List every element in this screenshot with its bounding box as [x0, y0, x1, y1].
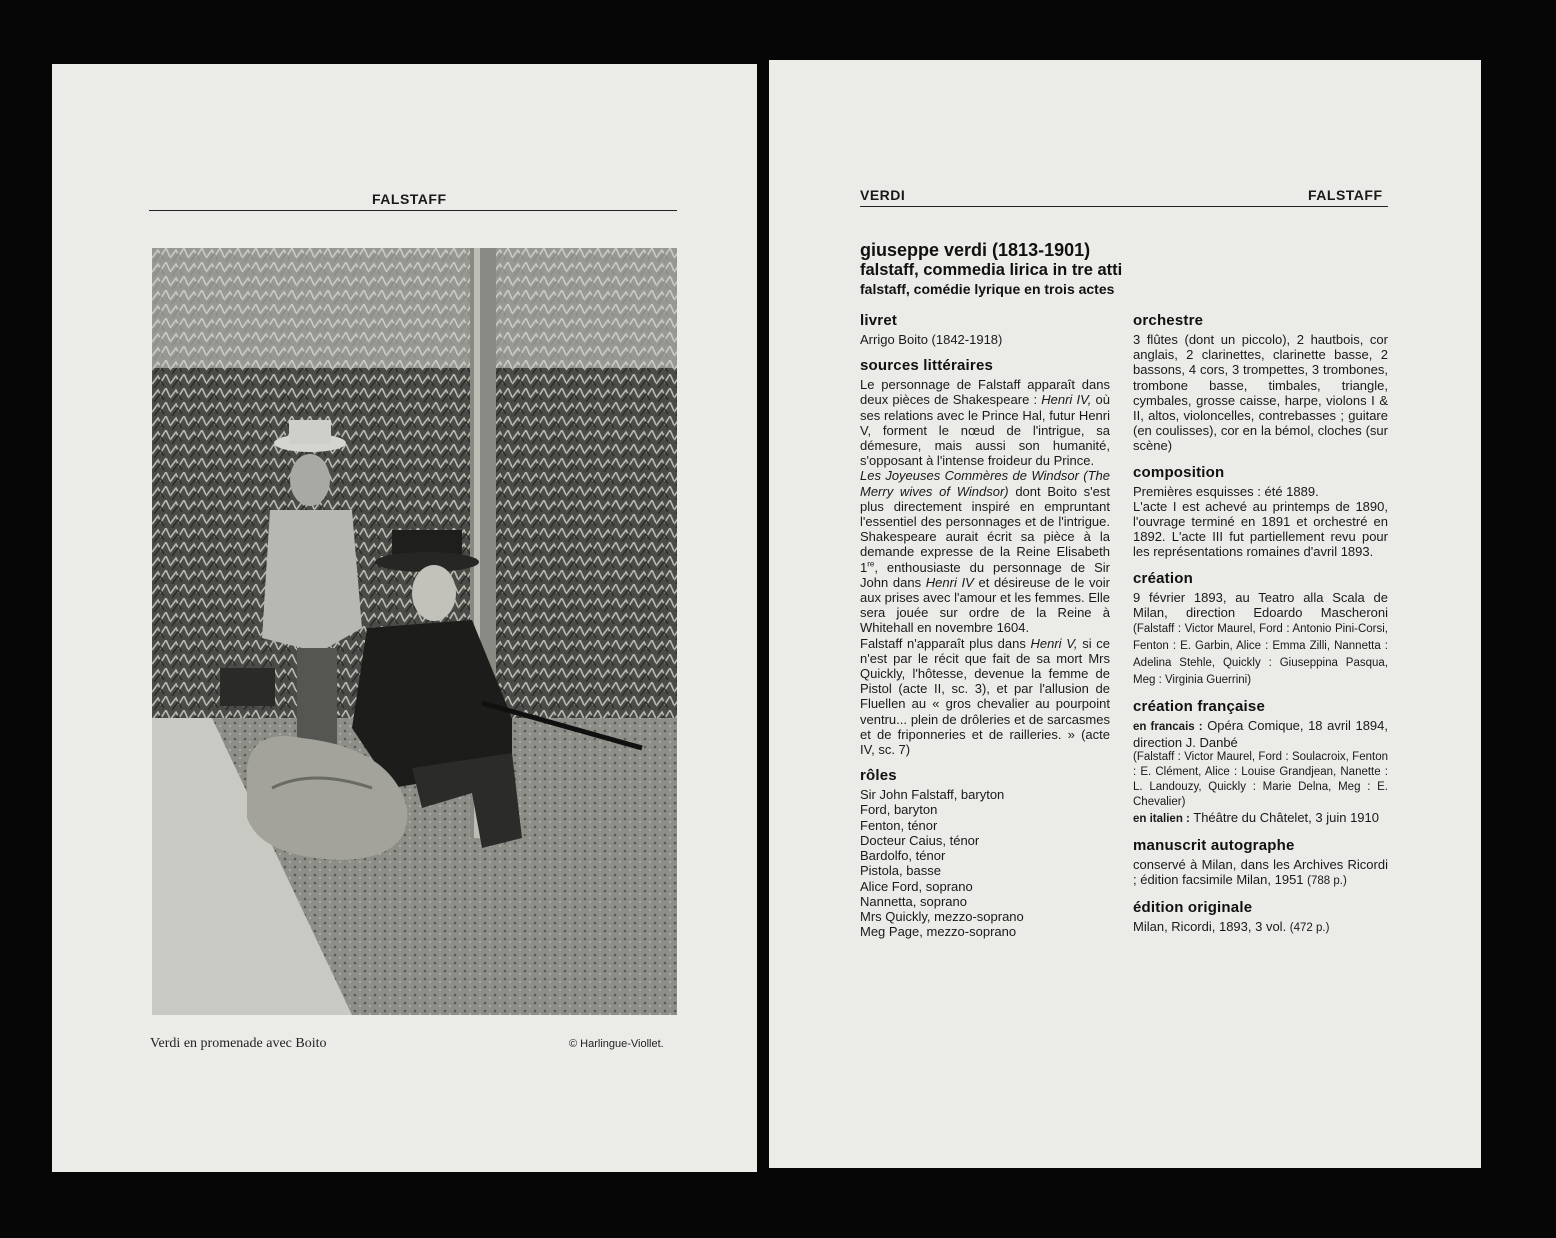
photo-verdi-boito [152, 248, 677, 1015]
edition-text: Milan, Ricordi, 1893, 3 vol. (472 p.) [1133, 919, 1330, 935]
role-item: Alice Ford, soprano [860, 878, 973, 894]
role-item: Nannetta, soprano [860, 893, 967, 909]
sources-paragraph-3: Falstaff n'apparaît plus dans Henri V, si ce n'est par le récit que fait de sa mort Mrs Quickly, l'hôtesse, devenue la femme de Pistol (acte II, sc. 3), et par l'allusion de Fluellen au « gros chevalier au pourpoint ventru... plein de drôleries et de sarcasmes et de friponneries et de railleries. » (acte IV, sc. 7) [860, 635, 1110, 758]
running-head: FALSTAFF [372, 191, 447, 207]
role-item: Docteur Caius, ténor [860, 832, 980, 848]
running-head-left: VERDI [860, 187, 906, 203]
composition-paragraph-2: L'acte I est achevé au printemps de 1890, l'ouvrage terminé en 1891 et orchestré en 1892. L'acte III fut partiellement revu pour les représentations romaines d'avril 1893. [1133, 498, 1388, 560]
title-composer: giuseppe verdi (1813-1901) [860, 240, 1091, 260]
creation-fr-premiere: en francais : Opéra Comique, 18 avril 1894, direction J. Danbé [1133, 718, 1389, 751]
role-item: Pistola, basse [860, 863, 941, 879]
creation-text: 9 février 1893, au Teatro alla Scala de Milan, direction Edoardo Mascheroni (Falstaff : Victor Maurel, Ford : Antonio Pini-Corsi, Fenton : E. Garbin, Alice : Emma Zilli, Nannetta : Adelina Stehle, Quickly : Giuseppina Pasqua, Meg : Virginia Guerrini) [1133, 589, 1388, 687]
manuscrit-text: conservé à Milan, dans les Archives Ricordi ; édition facsimile Milan, 1951 (788 p.) [1133, 857, 1388, 888]
photo-credit: © Harlingue-Viollet. [569, 1038, 664, 1050]
creation-it-premiere: en italien : Théâtre du Châtelet, 3 juin 1910 [1133, 810, 1379, 826]
creation-fr-cast: (Falstaff : Victor Maurel, Ford : Soulacroix, Fenton : E. Clément, Alice : Louise Grandjean, Nanette : L. Landouzy, Quickly : Marie Delna, Meg : E. Chevalier) [1133, 751, 1388, 809]
role-item: Mrs Quickly, mezzo-soprano [860, 908, 1024, 924]
title-translation: falstaff, comédie lyrique en trois actes [860, 281, 1115, 297]
sources-paragraph-1: Le personnage de Falstaff apparaît dans deux pièces de Shakespeare : Henri IV, où ses relations avec le Prince Hal, futur Henri V, forment le nœud de l'intrigue, sa démesure, mais aussi son humanité, s'opposant à l'intense froideur du Prince. [860, 377, 1111, 469]
right-column [1133, 312, 1388, 936]
section-heading-roles: rôles [860, 767, 897, 785]
right-page [769, 60, 1481, 1168]
title-work: falstaff, commedia lirica in tre atti [860, 261, 1123, 279]
photo-illustration [152, 248, 677, 1015]
orchestre-text: 3 flûtes (dont un piccolo), 2 hautbois, cor anglais, 2 clarinettes, clarinette basse, 2 bassons, 4 cors, 3 trompettes, 3 trombones, trombone basse, timbales, triangle, cymbales, grosse caisse, harpe, violons I & II, altos, violoncelles, contrebasses ; guitare (en coulisses), cor en la bémol, cloches (sur scène) [1133, 332, 1388, 454]
livret-text: Arrigo Boito (1842-1918) [860, 332, 1003, 347]
section-heading-manuscrit: manuscrit autographe [1133, 837, 1295, 855]
section-heading-livret: livret [860, 312, 898, 329]
left-page [52, 64, 757, 1172]
role-item: Fenton, ténor [860, 817, 938, 833]
running-head-right: FALSTAFF [1308, 187, 1383, 203]
role-item: Meg Page, mezzo-soprano [860, 924, 1017, 940]
header-rule [149, 210, 677, 211]
section-heading-edition: édition originale [1133, 899, 1253, 917]
header-rule [860, 206, 1388, 207]
composition-paragraph-1: Premières esquisses : été 1889. [1133, 483, 1319, 499]
sources-paragraph-2: Les Joyeuses Commères de Windsor (The Merry wives of Windsor) dont Boito s'est plus directement inspiré en empruntant l'essentiel des personnages et de l'intrigue. Shakespeare aurait écrit sa pièce à la demande expresse de la Reine Elisabeth 1re, enthousiaste du personnage de Sir John dans Henri IV et désireuse de le voir aux prises avec l'amour et les femmes. Elle sera jouée sur ordre de la Reine à Whitehall en novembre 1604. [860, 468, 1111, 636]
roles-list [860, 787, 1110, 939]
role-item: Bardolfo, ténor [860, 848, 946, 864]
role-item: Sir John Falstaff, baryton [860, 787, 1005, 803]
section-heading-orchestre: orchestre [1133, 312, 1204, 329]
photo-caption: Verdi en promenade avec Boito [150, 1036, 327, 1051]
role-item: Ford, baryton [860, 802, 938, 818]
left-column [860, 312, 1110, 939]
section-heading-creation-francaise: création française [1133, 698, 1265, 716]
section-heading-creation: création [1133, 569, 1193, 587]
section-heading-composition: composition [1133, 463, 1225, 481]
section-heading-sources: sources littéraires [860, 357, 994, 375]
